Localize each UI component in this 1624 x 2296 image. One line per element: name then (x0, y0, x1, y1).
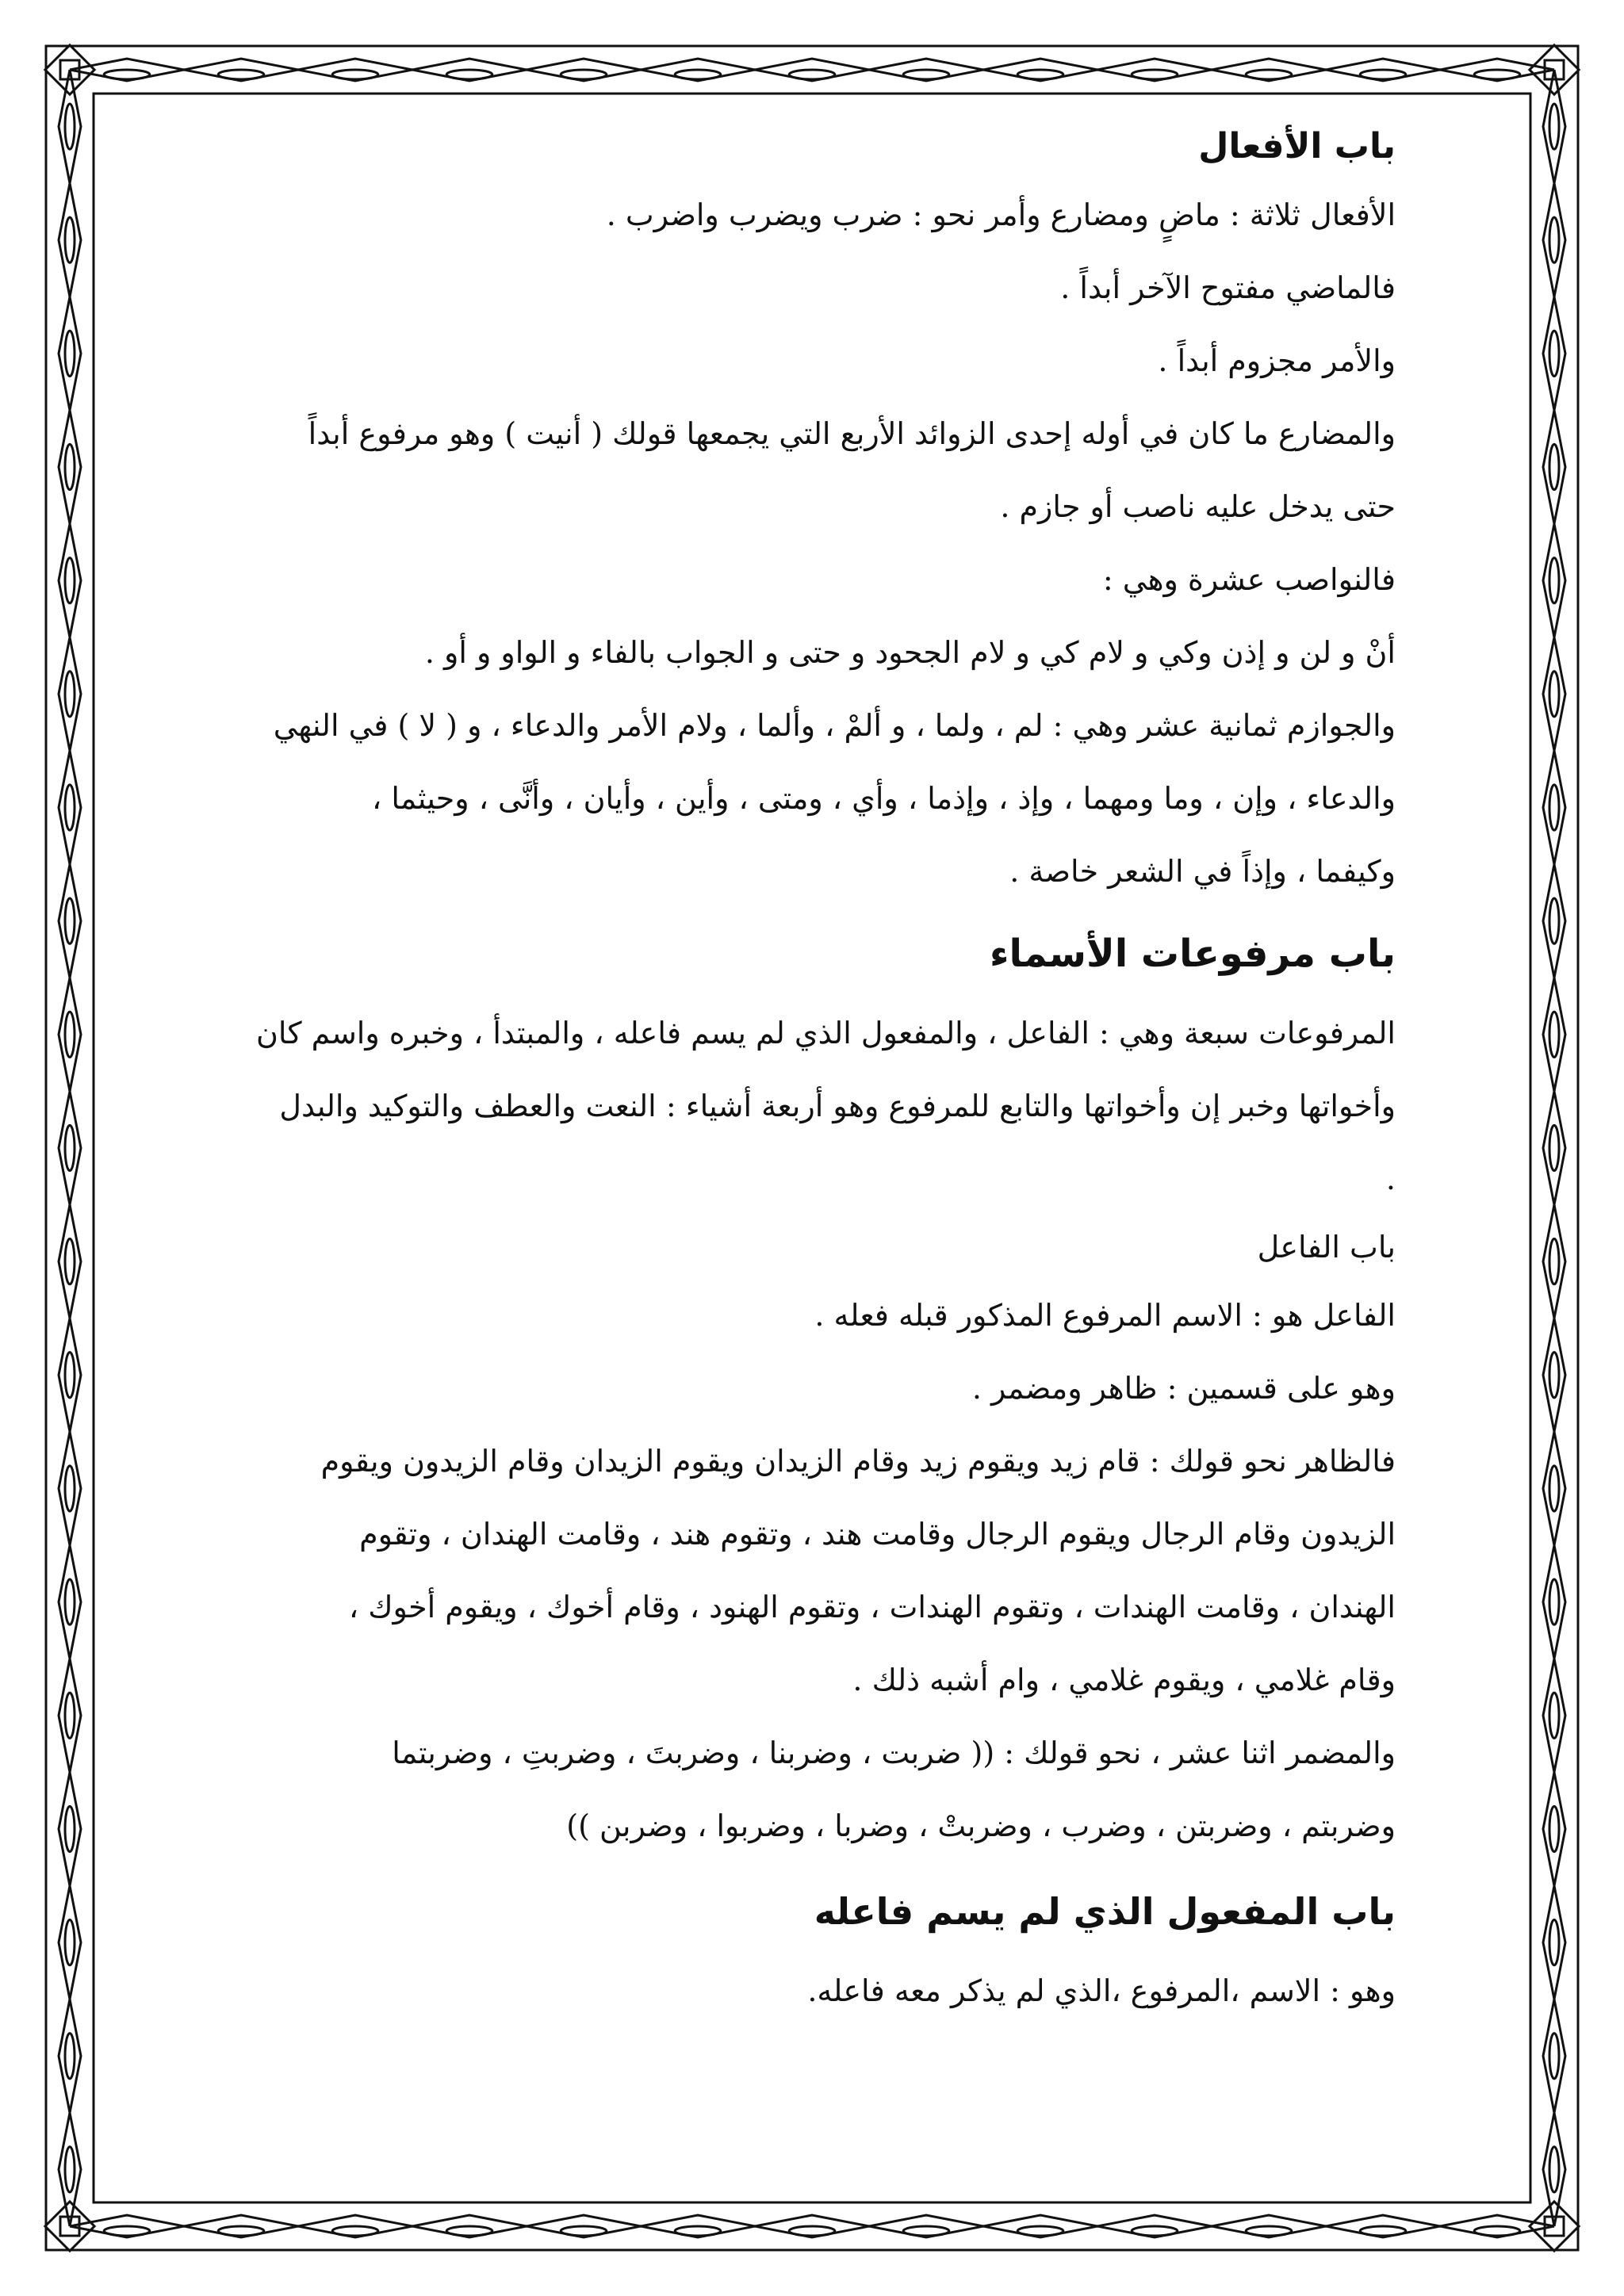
text-line: والدعاء ، وإن ، وما ومهما ، وإذ ، وإذما ، وأي ، ومتى ، وأين ، وأيان ، وأنَّى ، وحيثما ، (371, 781, 1396, 816)
page-content (238, 115, 1396, 2145)
text-line: والجوازم ثمانية عشر وهي : لم ، ولما ، و ألمْ ، وألما ، ولام الأمر والدعاء ، و ( لا ) في النهي (273, 708, 1396, 743)
text-line: فالظاهر نحو قولك : قام زيد ويقوم زيد وقام الزيدان ويقوم الزيدان وقام الزيدون ويقوم (320, 1444, 1396, 1479)
text-line: فالنواصب عشرة وهي : (1102, 562, 1396, 597)
text-line: الزيدون وقام الرجال ويقوم الرجال وقامت هند ، وتقوم هند ، وقامت الهندان ، وتقوم (359, 1517, 1396, 1552)
section-heading-verbs: باب الأفعال (1198, 126, 1396, 166)
text-line: الأفعال ثلاثة : ماضٍ ومضارع وأمر نحو : ضرب ويضرب واضرب . (606, 197, 1396, 232)
subheading-subject: باب الفاعل (1257, 1230, 1396, 1265)
text-line: الهندان ، وقامت الهندات ، وتقوم الهندات ، وتقوم الهنود ، وقام أخوك ، ويقوم أخوك ، (348, 1590, 1396, 1624)
text-line: أنْ و لن و إذن وكي و لام كي و لام الجحود و حتى و الجواب بالفاء و الواو و أو . (424, 635, 1396, 670)
text-line: . (1385, 1161, 1396, 1196)
text-line: والأمر مجزوم أبداً . (1158, 343, 1396, 378)
text-line: وهو : الاسم ،المرفوع ،الذي لم يذكر معه فاعله. (807, 1973, 1396, 2008)
text-line: حتى يدخل عليه ناصب أو جازم . (1000, 489, 1396, 524)
text-line: وهو على قسمين : ظاهر ومضمر . (971, 1371, 1396, 1406)
text-line: وأخواتها وخبر إن وأخواتها والتابع للمرفوع وهو أربعة أشياء : النعت والعطف والتوكيد والبدل (279, 1089, 1396, 1123)
text-line: والمضمر اثنا عشر ، نحو قولك : (( ضربت ، وضربنا ، وضربتَ ، وضربتِ ، وضربتما (392, 1735, 1396, 1770)
text-line: الفاعل هو : الاسم المرفوع المذكور قبله فعله . (814, 1298, 1396, 1333)
text-line: المرفوعات سبعة وهي : الفاعل ، والمفعول الذي لم يسم فاعله ، والمبتدأ ، وخبره واسم كان (256, 1016, 1396, 1050)
text-line: فالماضي مفتوح الآخر أبداً . (1060, 270, 1396, 305)
section-heading-passive-subject: باب المفعول الذي لم يسم فاعله (814, 1890, 1396, 1933)
section-heading-nominative: باب مرفوعات الأسماء (990, 932, 1396, 976)
text-line: وكيفما ، وإذاً في الشعر خاصة . (1009, 854, 1396, 889)
text-line: وضربتم ، وضربتن ، وضرب ، وضربتْ ، وضربا ، وضربوا ، وضربن )) (566, 1808, 1396, 1843)
text-line: والمضارع ما كان في أوله إحدى الزوائد الأربع التي يجمعها قولك ( أنيت ) وهو مرفوع أبداً (308, 416, 1396, 451)
text-line: وقام غلامي ، ويقوم غلامي ، وام أشبه ذلك . (852, 1663, 1396, 1697)
